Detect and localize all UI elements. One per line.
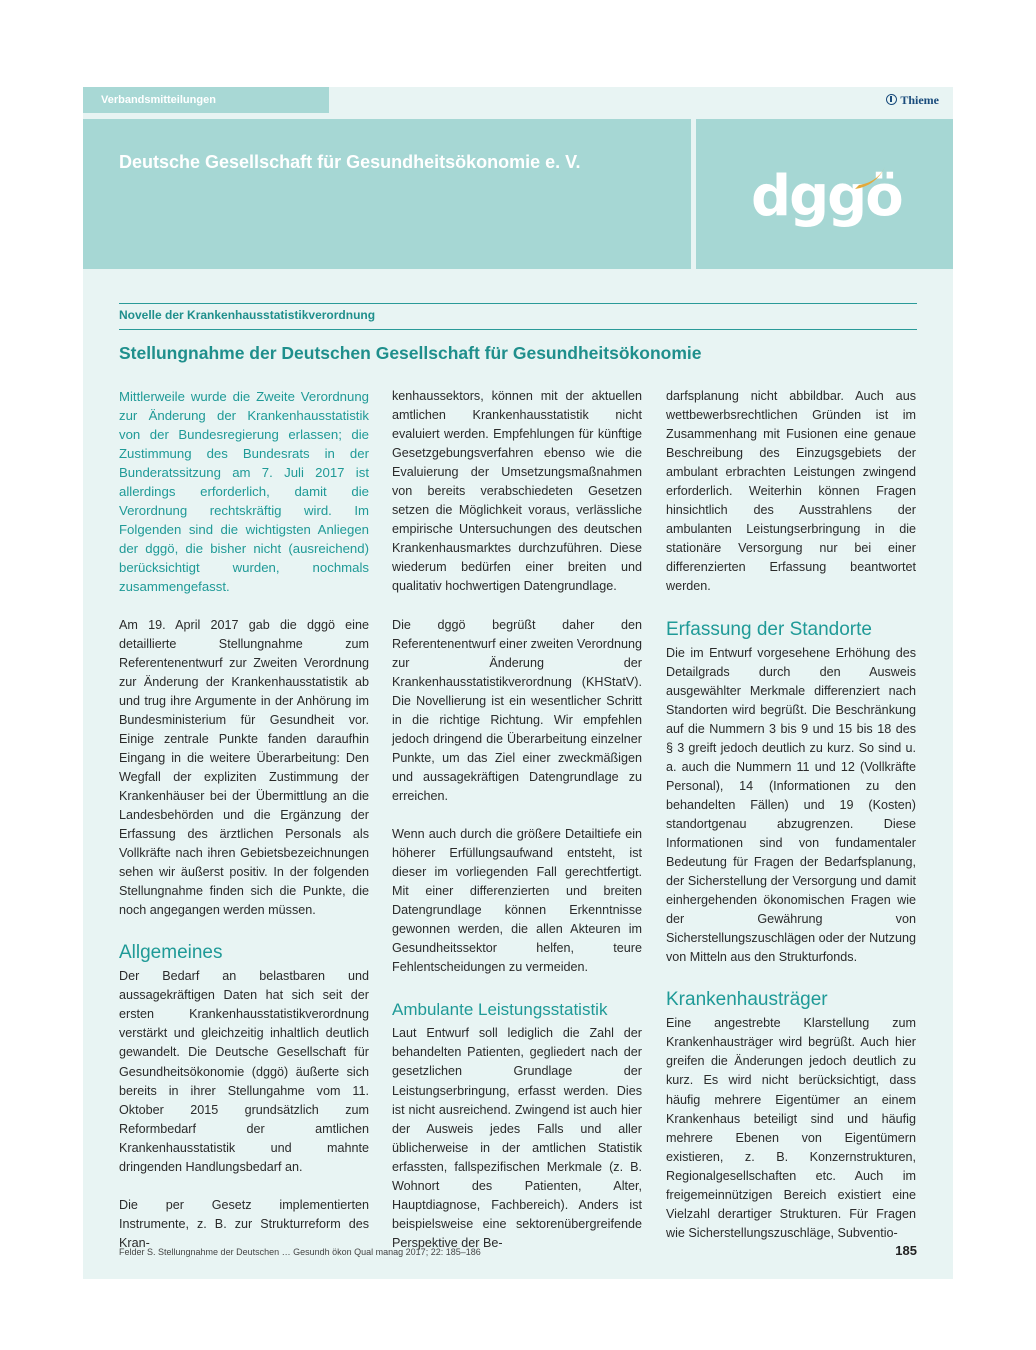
column-3 bbox=[666, 387, 916, 1243]
logo-text: dggö bbox=[751, 164, 902, 229]
dggo-logo bbox=[751, 161, 902, 233]
publisher-logo bbox=[886, 87, 939, 113]
body-paragraph: Laut Entwurf soll lediglich die Zahl der behandelten Patienten, gegliedert nach der gesetzlichen Grundlage der Leistungserbringung, erfasst werden. Dies ist nicht ausreichend. Zwingend ist auch hier der Ausweis jedes Falls und aller üblicherweise in der amtlichen Statistik erfassten, fallspezifischen Merkmale (z. B. Wohnort des Patienten, Alter, Hauptdiagnose, Fachbereich). Anders ist beispielsweise eine sektorenübergreifende Perspektive der Be- bbox=[392, 1026, 642, 1250]
body-paragraph: Der Bedarf an belastbaren und aussagekräftigen Daten hat sich seit der ersten Krankenhausstatistikverordnung verstärkt und gleichzeitig inhaltlich deutlich gewandelt. Die Deutsche Gesellschaft für Gesundheitsökonomie (dggö) äußerte sich bereits in ihrer Stellungahme vom 11. Oktober 2015 grundsätzlich zum Reformbedarf der amtlichen Krankenhausstatistik und mahnte dringenden Handlungsbedarf an. bbox=[119, 969, 369, 1174]
heading-allgemeines: Allgemeines bbox=[119, 942, 223, 964]
body-paragraph: Die im Entwurf vorgesehene Erhöhung des Detailgrads durch den Ausweis ausgewählter Merkmale differenziert nach Standorten wird begrüßt. Die Beschränkung auf die Nummern 3 bis 9 und 15 bis 18 des § 3 greift jedoch deutlich zu kurz. So sind u. a. auch die Nummern 11 und 12 (Vollkräfte Personal), 14 (Informationen zu den behandelten Fällen) und 19 (Kosten) standortgenau abzugrenzen. Diese Informationen sind von fundamentaler Bedeutung für Fragen der Bedarfsplanung, der Sicherstellung der Versorgung und damit einhergehenden ökonomischen Fragen wie der Gewährung von Sicherstellungszuschlägen oder der Nutzung von Mitteln aus den Strukturfonds. bbox=[666, 645, 916, 965]
top-rule bbox=[119, 303, 917, 304]
body-paragraph: Eine angestrebte Klarstellung zum Krankenhausträger wird begrüßt. Auch hier greifen die Änderungen jedoch deutlich zu kurz. Es wird nicht berücksichtigt, dass häufig mehrere Eigentümer an einem Krankenhaus beteiligt sind und häufig mehrere Ebenen von Eigentümern existieren, z. B. Konzernstrukturen, Regionalgesellschaften etc. Auch im freigemeinnützigen Bereich existiert eine Vielzahl derartiger Strukturen. Für Fragen wie Sicherstellungszuschläge, Subventio- bbox=[666, 1016, 916, 1240]
body-paragraph: Die per Gesetz implementierten Instrumente, z. B. zur Strukturreform des Kran- bbox=[119, 1197, 369, 1250]
body-paragraph: Am 19. April 2017 gab die dggö eine detaillierte Stellungnahme zum Referentenentwurf zur Zweiten Verordnung zur Änderung der Krankenhausstatistik ab und trug ihre Argumente in der Anhörung im Bundesministerium für Gesundheit vor. Einige zentrale Punkte fanden daraufhin Eingang in die weitere Überarbeitung: Den Wegfall der expliziten Zustimmung der Krankenhäuser bei der Übermittlung an die Landesbehörden und die Ergänzung der Erfassung des ärztlichen Personals als Vollkräfte nach ihren Gebietsbezeichnungen sehen wir äußerst positiv. In der folgenden Stellungnahme finden sich die Punkte, die noch angegangen werden müssen. bbox=[119, 617, 369, 918]
thieme-icon bbox=[886, 94, 897, 105]
citation-footer: Felder S. Stellungnahme der Deutschen … Gesundh ökon Qual manag 2017; 22: 185–186 bbox=[119, 1247, 481, 1257]
heading-ambulante-leistungsstatistik: Ambulante Leistungsstatistik bbox=[392, 1000, 608, 1020]
body-paragraph: darfsplanung nicht abbildbar. Auch aus wettbewerbsrechtlichen Gründen ist im Zusammenhang mit Fusionen eine genaue Beschreibung des Einzugsgebiets der ambulant erbrachten Leistungen zwingend erforderlich. Weiterhin können Fragen hinsichtlich des Ausstrahlens der ambulanten Leistungserbringung in die stationäre Versorgung nur bei einer differenzierten Erfassung beantwortet werden. bbox=[666, 389, 916, 594]
section-label: Verbandsmitteilungen bbox=[83, 87, 329, 113]
heading-erfassung-der-standorte: Erfassung der Standorte bbox=[666, 618, 872, 640]
page-number: 185 bbox=[895, 1243, 917, 1258]
article-kicker: Novelle der Krankenhausstatistikverordnung bbox=[119, 308, 376, 322]
banner-divider bbox=[691, 119, 696, 269]
body-paragraph: Die dggö begrüßt daher den Referentenentwurf einer zweiten Verordnung zur Änderung der Krankenhausstatistikverordnung (KHStatV). Die Novellierung ist ein wesentlicher Schritt in die richtige Richtung. Wir empfehlen jedoch dringend die Überarbeitung einzelner Punkte, um das Ziel einer zweckmäßigen und aussagekräftigen Datengrundlage zu erreichen. bbox=[392, 617, 642, 803]
heading-krankenhaustraeger: Krankenhausträger bbox=[666, 989, 828, 1011]
journal-page bbox=[83, 87, 953, 1279]
publisher-name: Thieme bbox=[900, 93, 939, 107]
column-2 bbox=[392, 387, 642, 1253]
body-paragraph: Wenn auch durch die größere Detailtiefe ein höherer Erfüllungsaufwand entsteht, ist dieser im vorliegenden Fall gerechtfertigt. Mit einer differenzierten und breiten Datengrundlage können Erkenntnisse gewonnen werden, die allen Akteuren im Gesundheitssektor helfen, teure Fehlentscheidungen zu vermeiden. bbox=[392, 826, 642, 975]
article-headline: Stellungnahme der Deutschen Gesellschaft für Gesundheitsökonomie bbox=[119, 343, 702, 363]
bottom-rule bbox=[119, 329, 917, 330]
lead-paragraph: Mittlerweile wurde die Zweite Verordnung zur Änderung der Krankenhausstatistik von der Bundesregierung erlassen; die Zustimmung des Bundesrats in der Bunderatssitzung am 7. Juli 2017 ist allerdings erforderlich, damit die Verordnung rechtskräftig wird. Im Folgenden sind die wichtigsten Anliegen der dggö, die bisher nicht (ausreichend) berücksichtigt wurden, nochmals zusammengefasst. bbox=[119, 389, 369, 595]
society-banner bbox=[83, 119, 953, 269]
society-title: Deutsche Gesellschaft für Gesundheitsökonomie e. V. bbox=[119, 152, 581, 172]
top-bar bbox=[83, 87, 953, 113]
column-1 bbox=[119, 387, 369, 1253]
body-paragraph: kenhaussektors, können mit der aktuellen amtlichen Krankenhausstatistik nicht evaluiert werden. Empfehlungen für künftige Gesetzgebungsverfahren ebenso wie die Evaluierung der Umsetzungsmaßnahmen von bereits verabschiedeten Gesetzen setzen die Möglichkeit voraus, verlässliche empirische Untersuchungen des deutschen Krankenhausmarktes durchzuführen. Diese wiederum bedürfen einer breiten und qualitativ hochwertigen Datengrundlage. bbox=[392, 389, 642, 594]
logo-swoosh-icon bbox=[751, 161, 891, 233]
